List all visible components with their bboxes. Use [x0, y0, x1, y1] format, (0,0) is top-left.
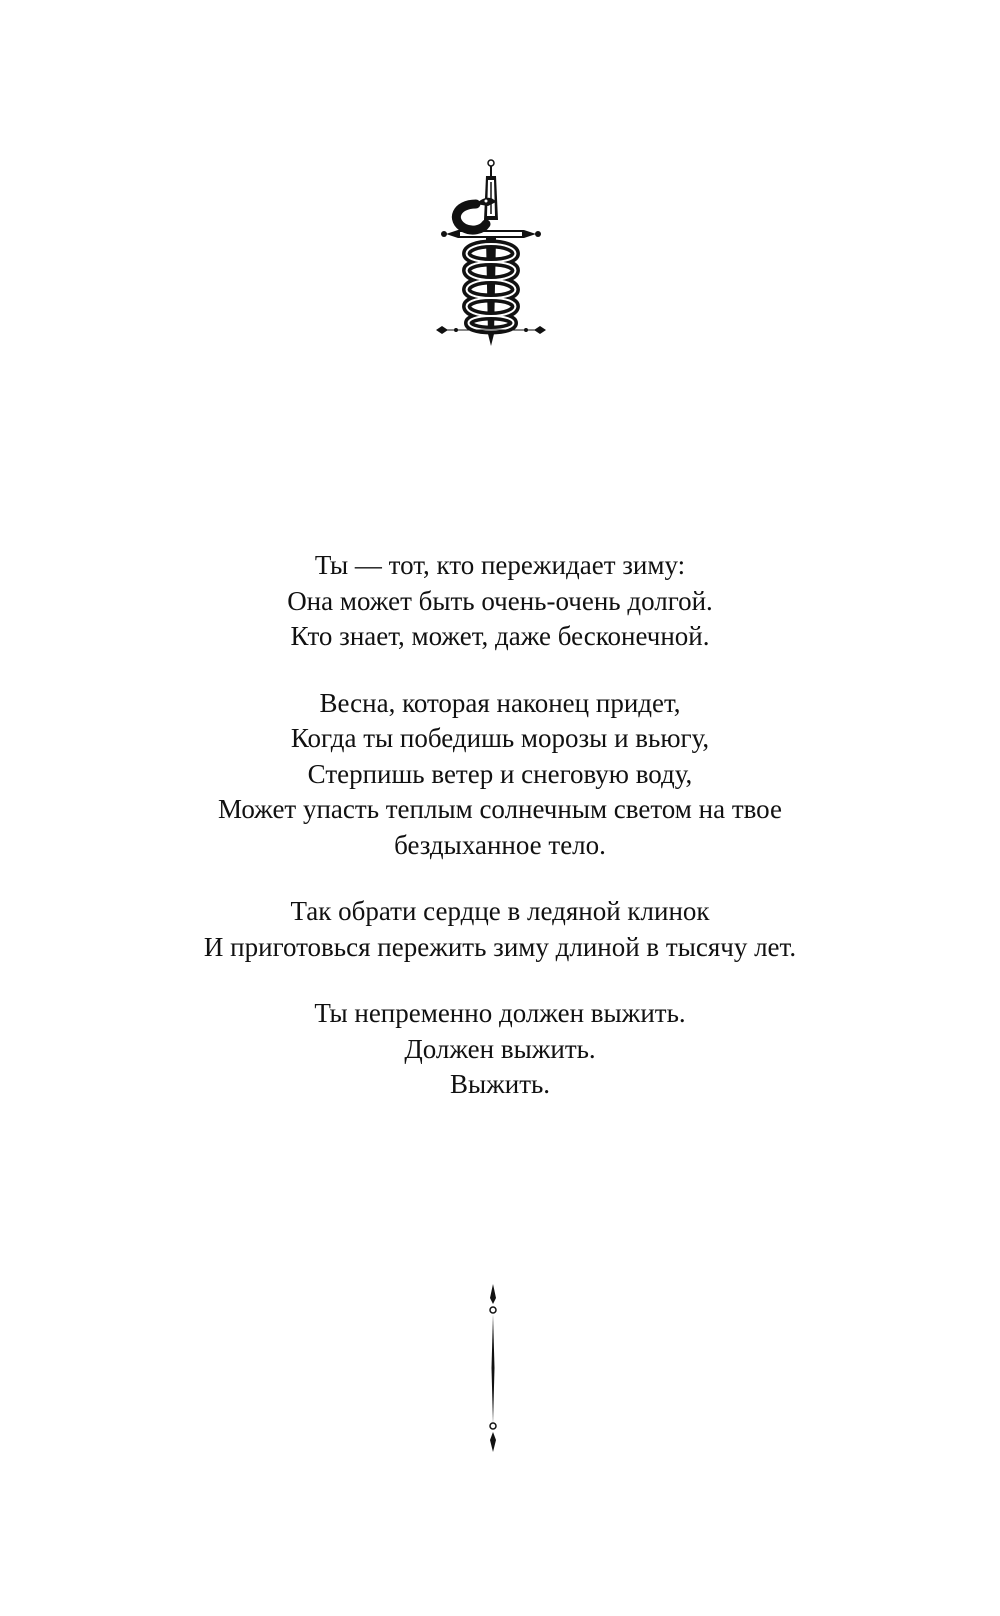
poem-line: Весна, которая наконец придет, — [319, 687, 681, 718]
stanza — [0, 548, 1000, 655]
stanza — [0, 686, 1000, 864]
poem-line: Может упасть теплым солнечным светом на твое — [217, 794, 782, 824]
poem-line: И приготовься пережить зиму длиной в тысячу лет. — [203, 931, 797, 962]
poem-line: Когда ты победишь морозы и вьюгу, — [290, 723, 710, 753]
poem-line: Она может быть очень-очень долгой. — [287, 585, 713, 616]
poem-line: бездыханное тело. — [394, 829, 606, 860]
stanza — [0, 894, 1000, 965]
poem-line: Ты непременно должен выжить. — [314, 998, 686, 1028]
poem-line: Выжить. — [449, 1069, 551, 1099]
poem — [0, 548, 1000, 1134]
poem-line: Должен выжить. — [404, 1033, 596, 1064]
poem-line: Так обрати сердце в ледяной клинок — [290, 896, 710, 926]
poem-line: Стерпишь ветер и снеговую воду, — [307, 758, 693, 789]
vertical-flourish-ornament — [482, 1284, 504, 1452]
poem-line: Кто знает, может, даже бесконечной. — [290, 621, 710, 651]
poem-line: Ты — тот, кто пережидает зиму: — [314, 550, 686, 580]
serpent-dagger-emblem — [436, 158, 546, 348]
stanza — [0, 996, 1000, 1103]
